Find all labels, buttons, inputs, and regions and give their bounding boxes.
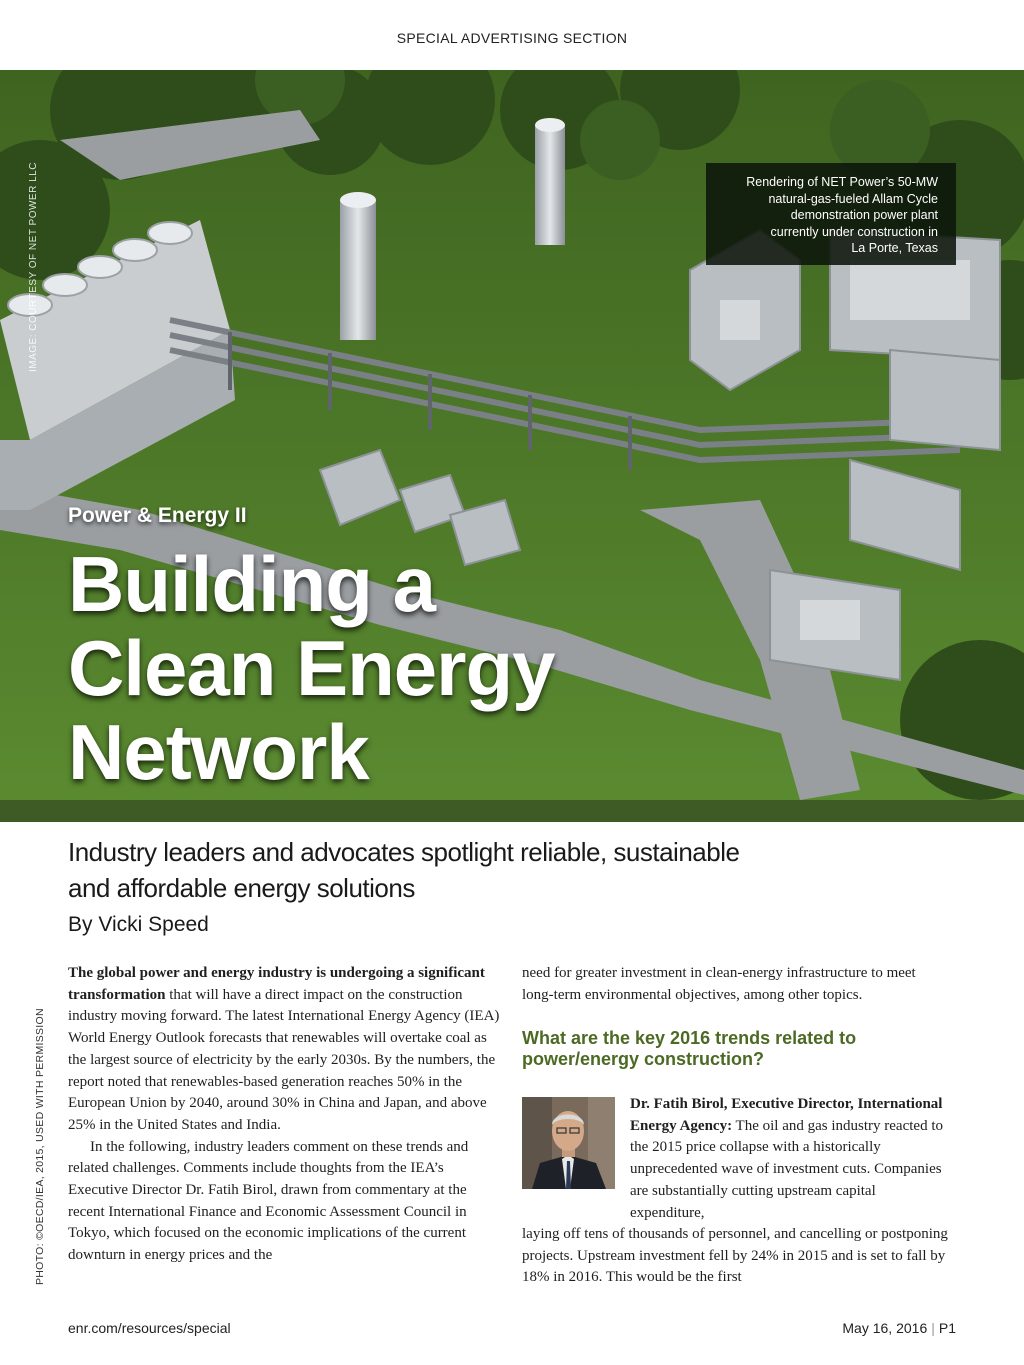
footer-url: enr.com/resources/special xyxy=(68,1320,231,1336)
footer-separator: | xyxy=(931,1320,935,1336)
page-title xyxy=(68,542,555,794)
image-caption xyxy=(706,163,956,265)
quote-speaker: Dr. Fatih Birol, Executive Director, International Energy Agency: xyxy=(630,1096,943,1134)
byline: By Vicki Speed xyxy=(68,913,209,936)
article-column-right xyxy=(522,963,950,1006)
page-number: P1 xyxy=(938,1320,956,1336)
title-line: Network xyxy=(68,708,369,796)
divider-band xyxy=(0,800,1024,822)
deck-line: Industry leaders and advocates spotlight reliable, sustainable xyxy=(68,837,740,867)
quote-text: The oil and gas industry reacted to the 2015 price collapse with a historically unprecedented wave of investment cuts. Companies are substantially cutting upstream capital expenditure, xyxy=(630,1117,943,1221)
lead-text: that will have a direct impact on the construction industry moving forward. The latest International Energy Agency (IEA) World Energy Outlook forecasts that renewables will overtake coal as the largest source of electricity by the early 2030s. By the numbers, the report noted that renewables-based generation reaches 50% in the European Union by 2040, around 30% in China and Japan, and above 25% in the United States and India. xyxy=(68,986,500,1133)
footer-date: May 16, 2016 xyxy=(842,1320,928,1336)
quote-intro xyxy=(630,1094,950,1224)
portrait-photo xyxy=(522,1097,615,1189)
article-deck xyxy=(68,834,888,906)
deck-line: and affordable energy solutions xyxy=(68,873,415,903)
quote-continuation: laying off tens of thousands of personnel, and cancelling or postponing projects. Upstream investment fell by 24% in 2015 and is set to fall by 18% in 2016. This would be the first xyxy=(522,1226,948,1286)
body-paragraph: In the following, industry leaders comment on these trends and related challenges. Comments include thoughts from the IEA’s Executive Director Dr. Fatih Birol, drawn from commentary at the recent International Finance and Economic Assessment Council in Tokyo, which focused on the economic implications of the current downturn in energy prices and the xyxy=(68,1138,469,1264)
title-line: Clean Energy xyxy=(68,624,555,712)
footer-date-page xyxy=(842,1320,956,1336)
subheading: What are the key 2016 trends related to power/energy construction? xyxy=(522,1028,857,1069)
portrait-illustration xyxy=(522,1097,615,1189)
lead-bold: The global power and energy industry is undergoing a significant transformation xyxy=(68,965,485,1003)
caption-line: natural-gas-fueled Allam Cycle xyxy=(768,191,938,206)
caption-line: currently under construction in xyxy=(770,224,938,239)
section-label: SPECIAL ADVERTISING SECTION xyxy=(396,30,628,46)
photo-credit: PHOTO: ©OECD/IEA, 2015, USED WITH PERMISSION xyxy=(34,1008,46,1285)
body-paragraph: need for greater investment in clean-energy infrastructure to meet long-term environmental objectives, among other topics. xyxy=(522,965,916,1003)
title-line: Building a xyxy=(68,540,435,628)
article-column-left xyxy=(68,963,502,1267)
caption-line: demonstration power plant xyxy=(790,208,938,223)
lead-paragraph xyxy=(68,963,502,1137)
image-credit: IMAGE: COURTESY OF NET POWER LLC xyxy=(28,162,39,372)
caption-line: Rendering of NET Power’s 50-MW xyxy=(746,175,938,189)
section-kicker: Power & Energy II xyxy=(68,504,247,527)
caption-line: La Porte, Texas xyxy=(851,241,938,256)
